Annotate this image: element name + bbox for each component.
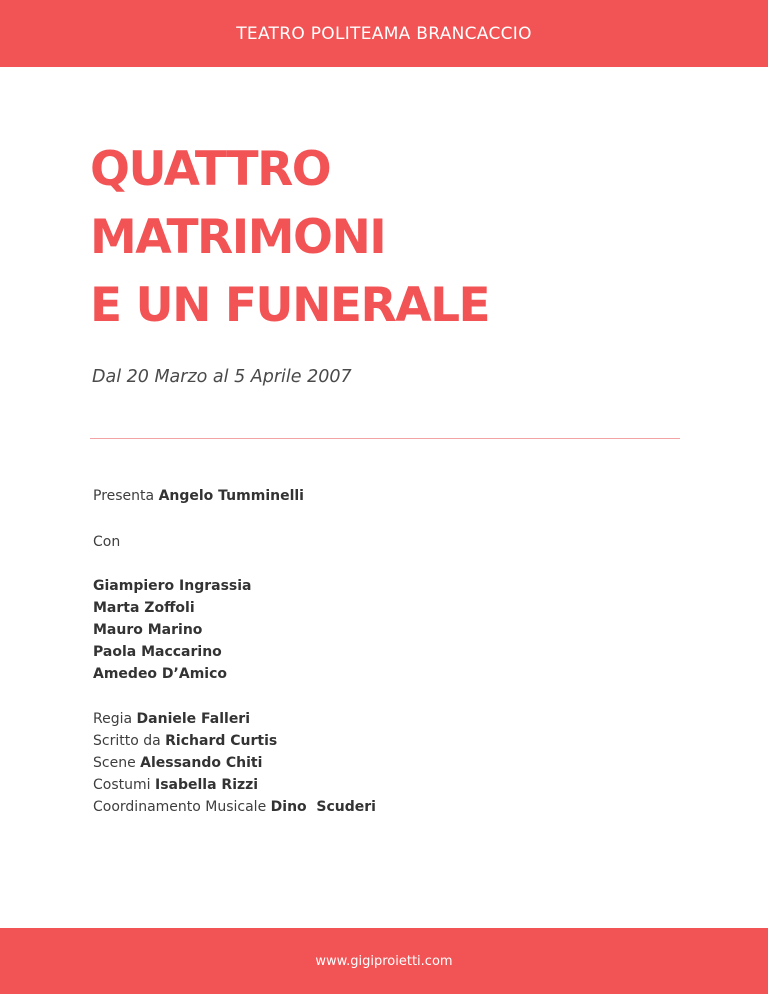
cast-member-name: Paola Maccarino xyxy=(93,644,222,660)
presenta-label: Presenta xyxy=(93,488,155,504)
crew-line xyxy=(93,730,277,752)
crew-role: Regia xyxy=(93,711,133,727)
cast-member xyxy=(93,641,222,663)
crew-role: Scritto da xyxy=(93,733,161,749)
footer-bar xyxy=(0,928,768,994)
presenta-line xyxy=(93,485,304,507)
crew-name: Daniele Falleri xyxy=(136,711,251,727)
crew-name: Dino Scuderi xyxy=(270,799,376,815)
crew-name: Alessando Chiti xyxy=(140,755,263,771)
crew-role: Costumi xyxy=(93,777,151,793)
cast-member-name: Giampiero Ingrassia xyxy=(93,578,252,594)
show-title xyxy=(90,136,489,340)
show-title-line-1: QUATTRO xyxy=(90,142,331,197)
cast-member xyxy=(93,597,195,619)
cast-member xyxy=(93,575,252,597)
crew-role: Scene xyxy=(93,755,136,771)
crew-line xyxy=(93,796,376,818)
venue-name: TEATRO POLITEAMA BRANCACCIO xyxy=(236,23,532,44)
show-title-line-3: E UN FUNERALE xyxy=(90,278,490,333)
presenta-name: Angelo Tumminelli xyxy=(158,488,304,504)
website-link[interactable]: www.gigiproietti.com xyxy=(315,953,453,969)
cast-member xyxy=(93,663,227,685)
header-bar xyxy=(0,0,768,67)
cast-member-name: Mauro Marino xyxy=(93,622,203,638)
crew-line xyxy=(93,708,250,730)
con-label: Con xyxy=(93,534,121,550)
crew-name: Isabella Rizzi xyxy=(154,777,259,793)
cast-member-name: Marta Zoffoli xyxy=(93,600,195,616)
cast-member xyxy=(93,619,202,641)
divider xyxy=(90,438,680,439)
crew-line xyxy=(93,774,258,796)
crew-name: Richard Curtis xyxy=(165,733,278,749)
show-dates: Dal 20 Marzo al 5 Aprile 2007 xyxy=(92,367,352,387)
show-title-line-2: MATRIMONI xyxy=(90,210,386,265)
crew-line xyxy=(93,752,262,774)
cast-member-name: Amedeo D’Amico xyxy=(93,666,228,682)
crew-role: Coordinamento Musicale xyxy=(93,799,267,815)
